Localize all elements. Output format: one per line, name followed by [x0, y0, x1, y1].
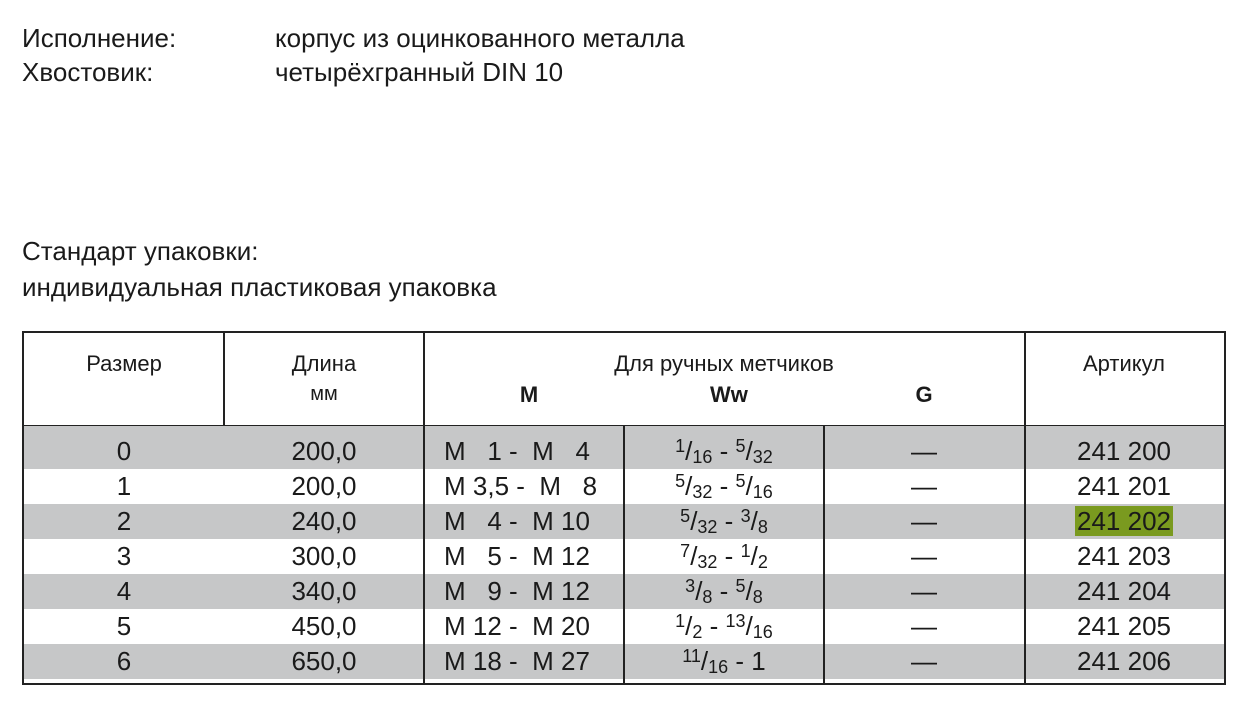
- ww-to-denominator: 8: [757, 517, 768, 537]
- ww-to-numerator: 3: [740, 506, 751, 526]
- article-number: 241 205: [1077, 611, 1171, 641]
- cell-ww: [624, 469, 824, 504]
- header-length-unit: мм: [310, 383, 338, 405]
- fraction-slash: /: [685, 611, 693, 641]
- fraction-slash: /: [745, 471, 753, 501]
- cell-size: 1: [116, 471, 132, 501]
- cell-length: 300,0: [291, 541, 357, 571]
- article-number: 241 206: [1077, 646, 1171, 676]
- article-number: 241 203: [1077, 541, 1171, 571]
- fraction-slash: /: [700, 646, 709, 676]
- header-size: Размер: [86, 351, 162, 376]
- header-taps: Для ручных метчиков: [614, 351, 834, 376]
- ww-from-denominator: 2: [692, 622, 703, 642]
- cell-length: 450,0: [291, 611, 357, 641]
- cell-ww: [624, 539, 824, 574]
- cell-m: [424, 644, 624, 679]
- header-g: G: [915, 382, 933, 407]
- cell-ww: [624, 644, 824, 679]
- fraction-slash: /: [690, 506, 698, 536]
- cell-length: 650,0: [291, 646, 357, 676]
- col-divider: [423, 333, 425, 683]
- m-range: M 1 - M 4: [444, 436, 590, 466]
- fraction-slash: /: [690, 541, 698, 571]
- fraction-slash: /: [750, 541, 758, 571]
- ww-from-denominator: 8: [702, 587, 713, 607]
- ww-to-whole: 1: [751, 646, 766, 676]
- cell-ww: [624, 434, 824, 469]
- fraction-slash: /: [695, 576, 703, 606]
- ww-range: [682, 646, 766, 676]
- ww-from-numerator: 1: [675, 436, 686, 456]
- ww-to-numerator: 5: [735, 576, 746, 596]
- fraction-slash: /: [750, 506, 758, 536]
- cell-article: [1024, 644, 1224, 679]
- fraction-slash: /: [745, 436, 753, 466]
- m-range: M 18 - M 27: [444, 646, 590, 676]
- cell-article: [1024, 539, 1224, 574]
- spec-value: четырёхгранный DIN 10: [275, 57, 564, 87]
- cell-ww: [624, 609, 824, 644]
- cell-g: —: [911, 611, 937, 641]
- cell-m: [424, 469, 624, 504]
- ww-range: [680, 506, 768, 536]
- cell-ww: [624, 574, 824, 609]
- cell-length: 340,0: [291, 576, 357, 606]
- spec-list: [22, 21, 685, 89]
- cell-article: [1024, 469, 1224, 504]
- fraction-slash: -: [717, 541, 741, 571]
- article-number-highlighted: 241 202: [1077, 506, 1171, 536]
- fraction-slash: -: [717, 506, 741, 536]
- ww-from-numerator: 5: [680, 506, 691, 526]
- cell-ww: [624, 504, 824, 539]
- fraction-slash: -: [728, 646, 752, 676]
- cell-size: 4: [116, 576, 132, 606]
- table-header: [24, 333, 1224, 426]
- article-number: 241 200: [1077, 436, 1171, 466]
- fraction-slash: /: [745, 611, 753, 641]
- m-range: M 5 - M 12: [444, 541, 590, 571]
- ww-range: [685, 576, 763, 606]
- ww-from-denominator: 32: [692, 482, 713, 502]
- ww-from-denominator: 32: [697, 552, 718, 572]
- spec-label: Исполнение:: [22, 23, 177, 53]
- cell-m: [424, 539, 624, 574]
- ww-from-numerator: 1: [675, 611, 686, 631]
- ww-to-denominator: 16: [752, 622, 773, 642]
- cell-size: 2: [116, 506, 132, 536]
- product-table: [22, 331, 1226, 685]
- packaging-value: индивидуальная пластиковая упаковка: [22, 272, 497, 302]
- ww-from-numerator: 3: [685, 576, 696, 596]
- cell-g: —: [911, 576, 937, 606]
- fraction-slash: -: [712, 576, 736, 606]
- cell-g: —: [911, 471, 937, 501]
- ww-from-numerator: 5: [675, 471, 686, 491]
- packaging-label: Стандарт упаковки:: [22, 236, 259, 266]
- cell-m: [424, 609, 624, 644]
- ww-to-denominator: 32: [752, 447, 773, 467]
- cell-m: [424, 574, 624, 609]
- cell-g: —: [911, 436, 937, 466]
- m-range: M 4 - M 10: [444, 506, 590, 536]
- cell-article: [1024, 609, 1224, 644]
- packaging-info: [22, 233, 497, 305]
- cell-length: 200,0: [291, 436, 357, 466]
- ww-to-numerator: 1: [740, 541, 751, 561]
- fraction-slash: -: [712, 471, 736, 501]
- spec-value: корпус из оцинкованного металла: [275, 23, 685, 53]
- ww-from-numerator: 7: [680, 541, 691, 561]
- cell-length: 200,0: [291, 471, 357, 501]
- ww-range: [675, 611, 773, 641]
- ww-to-denominator: 2: [757, 552, 768, 572]
- m-range: M 12 - M 20: [444, 611, 590, 641]
- m-range: M 3,5 - M 8: [444, 471, 598, 501]
- fraction-slash: /: [745, 576, 753, 606]
- header-length-label: Длина: [291, 351, 357, 376]
- header-m: M: [519, 382, 539, 407]
- cell-g: —: [911, 541, 937, 571]
- header-length: [224, 349, 424, 409]
- ww-to-numerator: 5: [735, 471, 746, 491]
- ww-from-denominator: 16: [708, 657, 729, 677]
- spec-row-execution: [22, 21, 685, 55]
- article-number: 241 201: [1077, 471, 1171, 501]
- ww-from-numerator: 11: [682, 646, 701, 666]
- cell-size: 0: [116, 436, 132, 466]
- ww-from-denominator: 32: [697, 517, 718, 537]
- fraction-slash: /: [685, 471, 693, 501]
- spec-label: Хвостовик:: [22, 57, 154, 87]
- cell-m: [424, 504, 624, 539]
- cell-g: —: [911, 506, 937, 536]
- ww-to-numerator: 13: [725, 611, 746, 631]
- cell-g: —: [911, 646, 937, 676]
- fraction-slash: /: [685, 436, 693, 466]
- cell-size: 5: [116, 611, 132, 641]
- col-divider: [223, 333, 225, 426]
- cell-article: [1024, 504, 1224, 539]
- ww-range: [680, 541, 768, 571]
- ww-range: [675, 436, 773, 466]
- ww-to-denominator: 8: [752, 587, 763, 607]
- ww-from-denominator: 16: [692, 447, 713, 467]
- header-ww: Ww: [710, 382, 748, 407]
- col-divider: [623, 426, 625, 683]
- fraction-slash: -: [702, 611, 726, 641]
- cell-size: 3: [116, 541, 132, 571]
- cell-article: [1024, 574, 1224, 609]
- header-article: Артикул: [1082, 351, 1166, 376]
- ww-range: [675, 471, 773, 501]
- cell-size: 6: [116, 646, 132, 676]
- spec-row-shank: [22, 55, 685, 89]
- cell-length: 240,0: [291, 506, 357, 536]
- cell-article: [1024, 434, 1224, 469]
- cell-m: [424, 434, 624, 469]
- ww-to-numerator: 5: [735, 436, 746, 456]
- fraction-slash: -: [712, 436, 736, 466]
- m-range: M 9 - M 12: [444, 576, 590, 606]
- col-divider: [1024, 333, 1026, 683]
- col-divider: [823, 426, 825, 683]
- article-number: 241 204: [1077, 576, 1171, 606]
- ww-to-denominator: 16: [752, 482, 773, 502]
